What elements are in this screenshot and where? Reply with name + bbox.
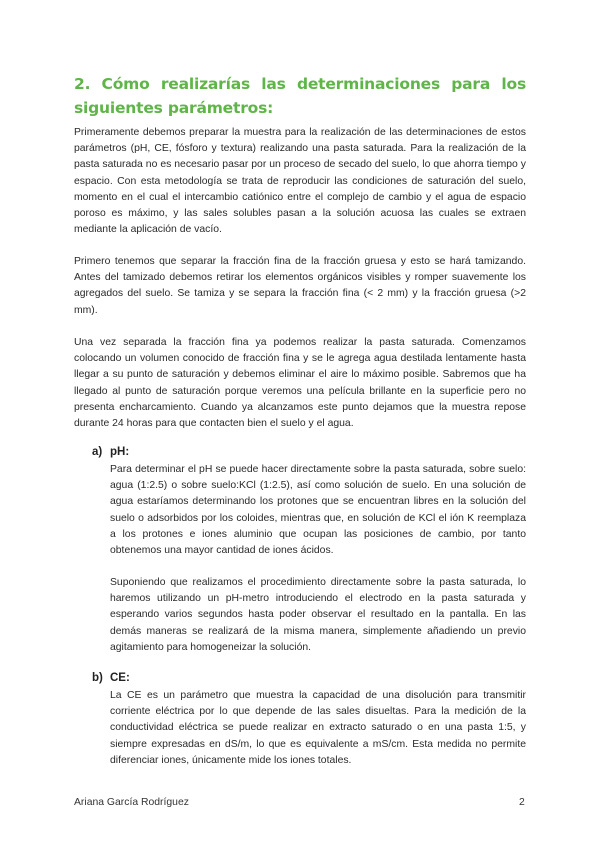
page-number: 2 (519, 797, 525, 808)
ce-paragraph: La CE es un parámetro que muestra la capacidad de una disolución para transmitir corriente eléctrica por lo que depende de las sales disueltas. Para la medición de la conductividad eléctrica se puede realizar en extracto saturado o en una pasta 1:5, y siempre expresadas en dS/m, lo que es equivalente a mS/cm. Esta medida no permite diferenciar iones, únicamente mide los iones totales. (110, 690, 526, 766)
section-heading: 2. Cómo realizarías las determinaciones para los siguientes parámetros: (74, 75, 526, 117)
saturated-paste-paragraph: Una vez separada la fracción fina ya podemos realizar la pasta saturada. Comenzamos colocando un volumen conocido de fracción fina y se le agrega agua destilada lentamente hasta llegar a su punto de saturación y debemos eliminar el aire lo máximo posible. Sabremos que ha llegado al punto de saturación porque veremos una película brillante en la superficie pero no presenta encharcamiento. Cuando ya alcanzamos este punto dejamos que la muestra repose durante 24 horas para que contacten bien el suelo y el agua. (74, 337, 526, 430)
ph-title: pH: (110, 446, 130, 458)
list-marker-b: b) (92, 672, 103, 684)
ph-paragraph-2: Suponiendo que realizamos el procedimiento directamente sobre la pasta saturada, lo haremos utilizando un pH-metro introduciendo el electrodo en la pasta saturada y esperando varios segundos hasta poder observar el resultado en la pantalla. En las demás maneras se realizará de la misma manera, simplemente añadiendo un previo agitamiento para homogeneizar la solución. (110, 577, 526, 653)
ce-title: CE: (110, 672, 130, 684)
list-marker-a: a) (92, 446, 103, 458)
footer-author: Ariana García Rodríguez (74, 797, 189, 808)
ph-paragraph-1: Para determinar el pH se puede hacer directamente sobre la pasta saturada, sobre suelo: agua (1:2.5) o sobre suelo:KCl (1:2.5), así como solución de suelo. En una solución de agua estaríamos determinando los protones que se encuentran libres en la solución del suelo o adsorbidos por los coloides, mientras que, en solución de KCl el ión K reemplaza a los protones e iones aluminio que ocupan las posiciones de cambio, por tanto obtenemos una mayor cantidad de iones ácidos. (110, 464, 526, 557)
intro-paragraph: Primeramente debemos preparar la muestra para la realización de las determinaciones de estos parámetros (pH, CE, fósforo y textura) realizando una pasta saturada. Para la realización de la pasta saturada no es necesario pasar por un proceso de secado del suelo, lo que ahorra tiempo y espacio. Con esta metodología se trata de reproducir las condiciones de saturación del suelo, momento en el cual el intercambio catiónico entre el complejo de cambio y el agua de espacio poroso es máximo, y las sales solubles pasan a la solución acuosa las cuales se extraen mediante la aplicación de vacío. (74, 127, 526, 236)
sieving-paragraph: Primero tenemos que separar la fracción fina de la fracción gruesa y esto se hará tamizando. Antes del tamizado debemos retirar los elementos orgánicos visibles y romper suavemente los agregados del suelo. Se tamiza y se separa la fracción fina (< 2 mm) y la fracción gruesa (>2 mm). (74, 256, 526, 316)
